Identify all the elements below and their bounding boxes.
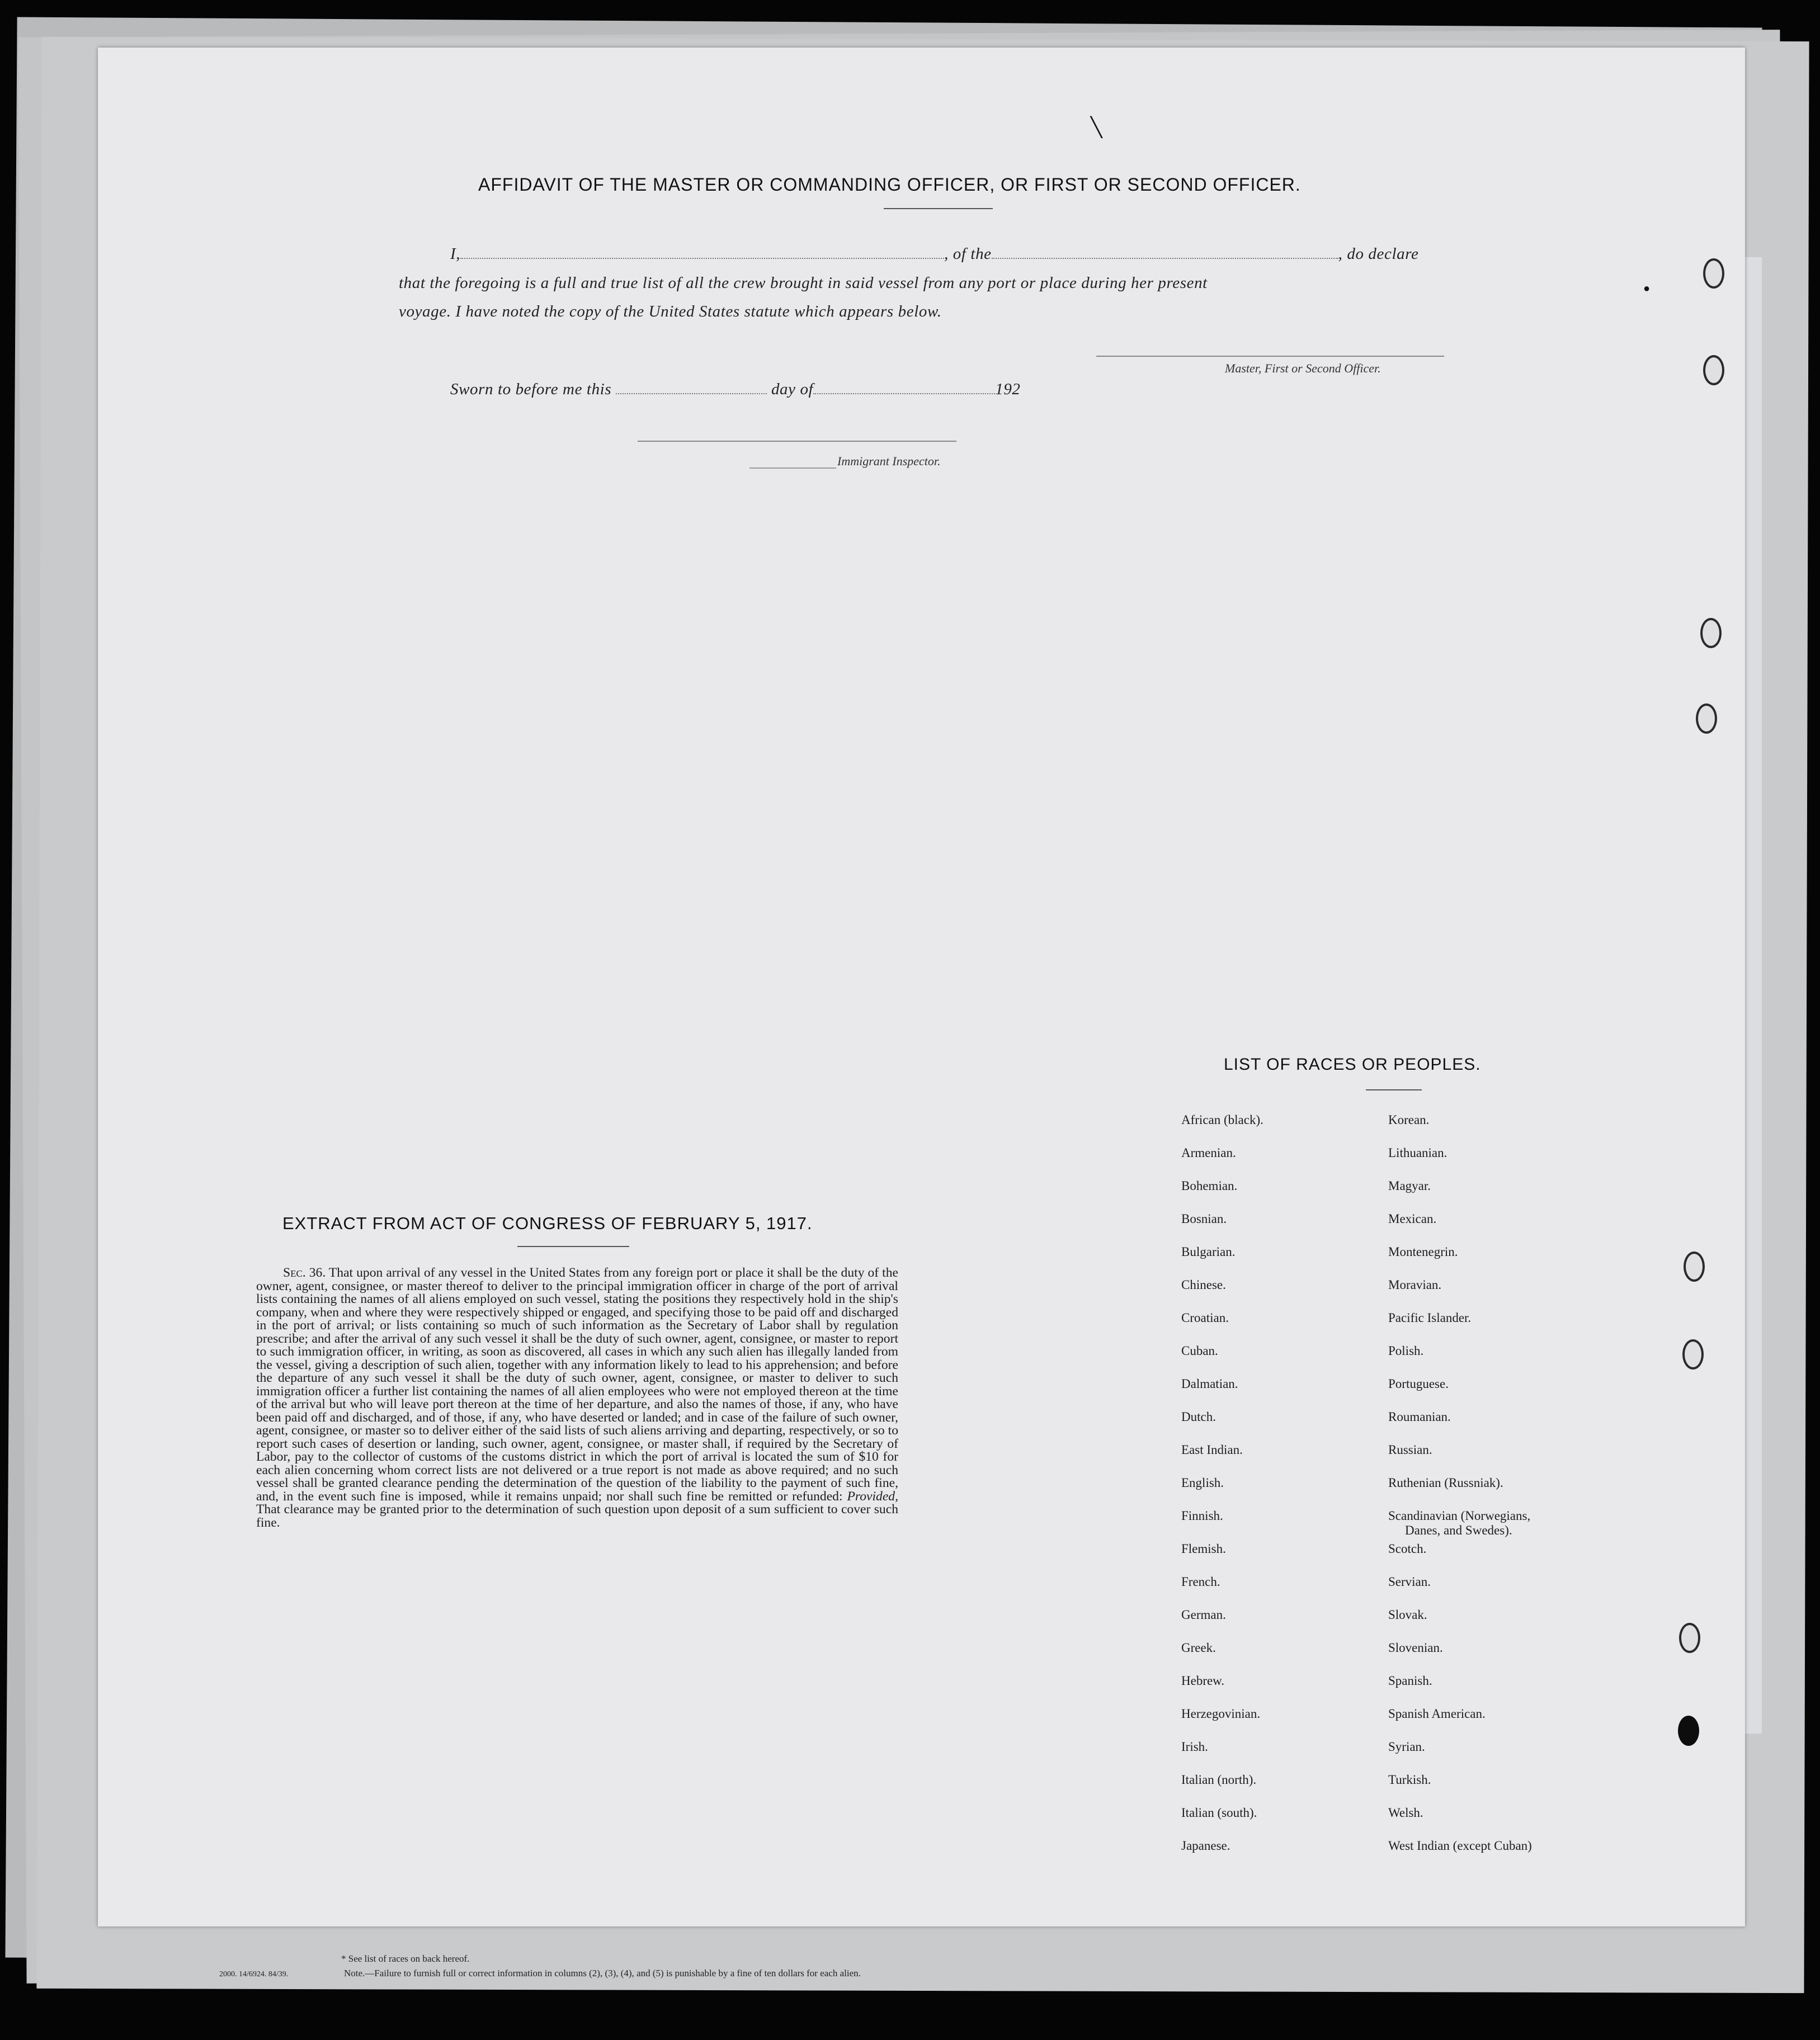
race-name: Lithuanian. [1388, 1146, 1447, 1160]
extract-heading: EXTRACT FROM ACT OF CONGRESS OF FEBRUARY 5, 1917. [282, 1213, 813, 1233]
race-item [1181, 1113, 1263, 1127]
race-name: Italian (north). [1181, 1773, 1257, 1787]
race-name: Mexican. [1388, 1212, 1437, 1226]
officer-caption: Master, First or Second Officer. [1225, 361, 1381, 375]
race-name: Croatian. [1181, 1311, 1229, 1325]
race-item [1388, 1146, 1447, 1160]
statute-body-part1: That upon arrival of any vessel in the United States from any foreign port or place it shall be the duty of the owner, agent, consignee, or master thereof to deliver to the principal immigration officer in charge of the port of arrival lists containing the names of all aliens employed on such vessel, stating the positions they respectively hold in the ship's company, when and where they were respectively shipped or engaged, and specifying those to be paid off and discharged in the port of arrival; or lists containing so much of such information as the Secretary of Labor shall by regulation prescribe; and after the arrival of any such vessel it shall be the duty of such owner, agent, consignee, or master to report to such immigration officer, in writing, as soon as discovered, all cases in which any such alien has illegally landed from the vessel, giving a description of such alien, together with any information likely to lead to his apprehension; and before the departure of any such vessel it shall be the duty of such owner, agent, consignee, or master to deliver to such immigration officer a further list containing the names of all alien employees who were not employed thereon at the time of the arrival but who will leave port thereon at the time of her departure, and also the names of those, if any, who have been paid off and discharged, and of those, if any, who have deserted or landed; and in case of the failure of such owner, agent, consignee, or master so to deliver either of the said lists of such aliens arriving and departing, respectively, or so to report such cases of desertion or landing, such owner, agent, consignee, or master shall, if required by the Secretary of Labor, pay to the collector of customs of the customs district in which the port of arrival is located the sum of $10 for each alien concerning whom correct lists are not delivered or a true report is not made as above required; and no such vessel shall be granted clearance pending the determination of the question of the liability to the payment of such fine, and, in the event such fine is imposed, while it remains unpaid; nor shall such fine be remitted or refunded: [256, 1265, 898, 1504]
statute-text [256, 1267, 898, 1529]
race-item [1181, 1509, 1223, 1523]
race-item [1181, 1707, 1260, 1721]
race-name: Irish. [1181, 1740, 1208, 1754]
footnote-penalty: Note.—Failure to furnish full or correct information in columns (2), (3), (4), and (5) is punishable by a fine of ten dollars for each alien. [344, 1968, 861, 1978]
race-name: Turkish. [1388, 1773, 1431, 1787]
race-name: German. [1181, 1608, 1226, 1622]
race-item [1388, 1806, 1423, 1820]
race-name: Roumanian. [1388, 1410, 1451, 1424]
race-name-continuation: Danes, and Swedes). [1405, 1523, 1512, 1537]
race-name: Polish. [1388, 1344, 1424, 1358]
race-item [1181, 1608, 1226, 1622]
race-item [1181, 1245, 1235, 1259]
race-name: Chinese. [1181, 1278, 1226, 1292]
race-item [1388, 1179, 1431, 1193]
sworn-label: Sworn to before me this [450, 380, 612, 398]
race-item [1181, 1377, 1238, 1391]
race-name: Syrian. [1388, 1740, 1425, 1754]
race-name: Montenegrin. [1388, 1245, 1458, 1259]
race-item [1181, 1146, 1236, 1160]
inspector-caption: Immigrant Inspector. [837, 454, 941, 468]
race-name: Scandinavian (Norwegians, [1388, 1509, 1531, 1523]
race-item [1181, 1344, 1218, 1358]
race-item [1388, 1344, 1423, 1358]
race-item [1388, 1278, 1441, 1292]
binder-hole-icon [1678, 1716, 1699, 1746]
races-heading: LIST OF RACES OR PEOPLES. [1224, 1055, 1481, 1074]
race-name: Moravian. [1388, 1278, 1442, 1292]
race-item [1388, 1674, 1432, 1688]
race-name: Herzegovinian. [1181, 1707, 1261, 1721]
race-item [1181, 1839, 1230, 1853]
inspector-rule [749, 468, 836, 469]
race-item [1388, 1443, 1432, 1457]
race-name: Welsh. [1388, 1806, 1423, 1820]
do-declare-label: , do declare [1338, 245, 1419, 263]
race-name: Hebrew. [1181, 1674, 1225, 1688]
form-page [98, 48, 1745, 1926]
race-name: Bulgarian. [1181, 1245, 1236, 1259]
race-name: African (black). [1181, 1113, 1263, 1127]
race-item [1388, 1839, 1532, 1853]
race-name: Spanish. [1388, 1674, 1432, 1688]
race-name: Flemish. [1181, 1542, 1226, 1556]
race-item [1181, 1179, 1237, 1193]
stray-mark-icon: ╲ [1091, 117, 1102, 138]
race-item [1388, 1311, 1471, 1325]
race-item [1388, 1707, 1486, 1721]
race-name: English. [1181, 1476, 1224, 1490]
race-name: Dalmatian. [1181, 1377, 1238, 1391]
race-name: Slovenian. [1388, 1641, 1443, 1655]
provided-word: Provided, [847, 1489, 898, 1504]
race-name: Greek. [1181, 1641, 1216, 1655]
vessel-name-field[interactable] [992, 258, 1338, 259]
declaration-line-2: that the foregoing is a full and true list of all the crew brought in said vessel from any port or place during her present [399, 274, 1208, 292]
race-item [1181, 1410, 1216, 1424]
race-name: West Indian (except Cuban) [1388, 1839, 1532, 1853]
race-item [1388, 1773, 1431, 1787]
binder-hole-icon [1703, 355, 1724, 385]
affidavit-heading: AFFIDAVIT OF THE MASTER OR COMMANDING OFFICER, OR FIRST OR SECOND OFFICER. [478, 174, 1301, 195]
race-name: Korean. [1388, 1113, 1430, 1127]
race-name: Scotch. [1388, 1542, 1427, 1556]
officer-name-field[interactable] [460, 258, 944, 259]
declaration-line-1 [450, 245, 1419, 263]
race-item [1181, 1443, 1243, 1457]
sworn-month-field[interactable] [813, 393, 995, 394]
officer-signature-field[interactable] [1096, 356, 1444, 357]
race-name: Finnish. [1181, 1509, 1223, 1523]
race-name: Russian. [1388, 1443, 1432, 1457]
race-item [1388, 1245, 1458, 1259]
race-item [1388, 1377, 1449, 1391]
binder-hole-icon [1696, 703, 1717, 734]
race-name: Portuguese. [1388, 1377, 1449, 1391]
race-name: Ruthenian (Russniak). [1388, 1476, 1503, 1490]
race-name: French. [1181, 1575, 1220, 1589]
binder-hole-icon [1684, 1252, 1705, 1282]
footnote-races: * See list of races on back hereof. [341, 1953, 470, 1964]
race-item [1181, 1575, 1220, 1589]
races-divider [1366, 1089, 1422, 1090]
day-of-label: day of [771, 380, 814, 398]
race-item [1388, 1113, 1429, 1127]
race-item [1388, 1641, 1443, 1655]
extract-divider [517, 1246, 629, 1247]
heading-divider [884, 208, 993, 209]
race-name: Armenian. [1181, 1146, 1236, 1160]
race-item [1181, 1311, 1229, 1325]
race-item [1181, 1806, 1257, 1820]
sworn-line [450, 380, 1021, 399]
race-name: Dutch. [1181, 1410, 1216, 1424]
race-item [1181, 1542, 1226, 1556]
section-label: Sec. 36. [283, 1265, 326, 1280]
race-name: Servian. [1388, 1575, 1431, 1589]
print-code: 2000. 14/6924. 84/39. [219, 1970, 289, 1978]
race-item [1388, 1509, 1530, 1538]
race-item [1181, 1773, 1256, 1787]
race-name: East Indian. [1181, 1443, 1243, 1457]
race-item [1181, 1641, 1216, 1655]
race-item [1388, 1476, 1503, 1490]
race-name: Japanese. [1181, 1839, 1230, 1853]
race-item [1181, 1674, 1224, 1688]
stray-mark-icon: ● [1643, 282, 1651, 295]
race-name: Italian (south). [1181, 1806, 1257, 1820]
race-name: Magyar. [1388, 1179, 1431, 1193]
race-item [1388, 1575, 1431, 1589]
race-name: Bohemian. [1181, 1179, 1238, 1193]
binder-hole-icon [1679, 1623, 1700, 1653]
binder-hole-icon [1700, 618, 1722, 648]
race-name: Bosnian. [1181, 1212, 1227, 1226]
race-item [1388, 1740, 1425, 1754]
race-item [1388, 1212, 1436, 1226]
race-name: Slovak. [1388, 1608, 1427, 1622]
binder-hole-icon [1682, 1339, 1704, 1370]
race-item [1388, 1608, 1427, 1622]
race-item [1388, 1542, 1426, 1556]
inspector-signature-field[interactable] [638, 441, 956, 442]
i-label: I, [450, 245, 461, 263]
statute-body-part2: That clearance may be granted prior to the determination of such question upon deposit of a sum sufficient to cover such fine. [256, 1502, 898, 1530]
declaration-line-3: voyage. I have noted the copy of the United States statute which appears below. [399, 303, 942, 320]
race-item [1181, 1476, 1224, 1490]
race-name: Pacific Islander. [1388, 1311, 1472, 1325]
race-item [1181, 1212, 1227, 1226]
year-label: 192 [995, 380, 1021, 398]
race-item [1388, 1410, 1451, 1424]
race-item [1181, 1278, 1226, 1292]
race-name: Cuban. [1181, 1344, 1218, 1358]
binder-hole-icon [1703, 258, 1724, 289]
race-item [1181, 1740, 1208, 1754]
race-name: Spanish American. [1388, 1707, 1486, 1721]
of-the-label: , of the [944, 245, 992, 263]
sworn-day-field[interactable] [616, 393, 767, 394]
